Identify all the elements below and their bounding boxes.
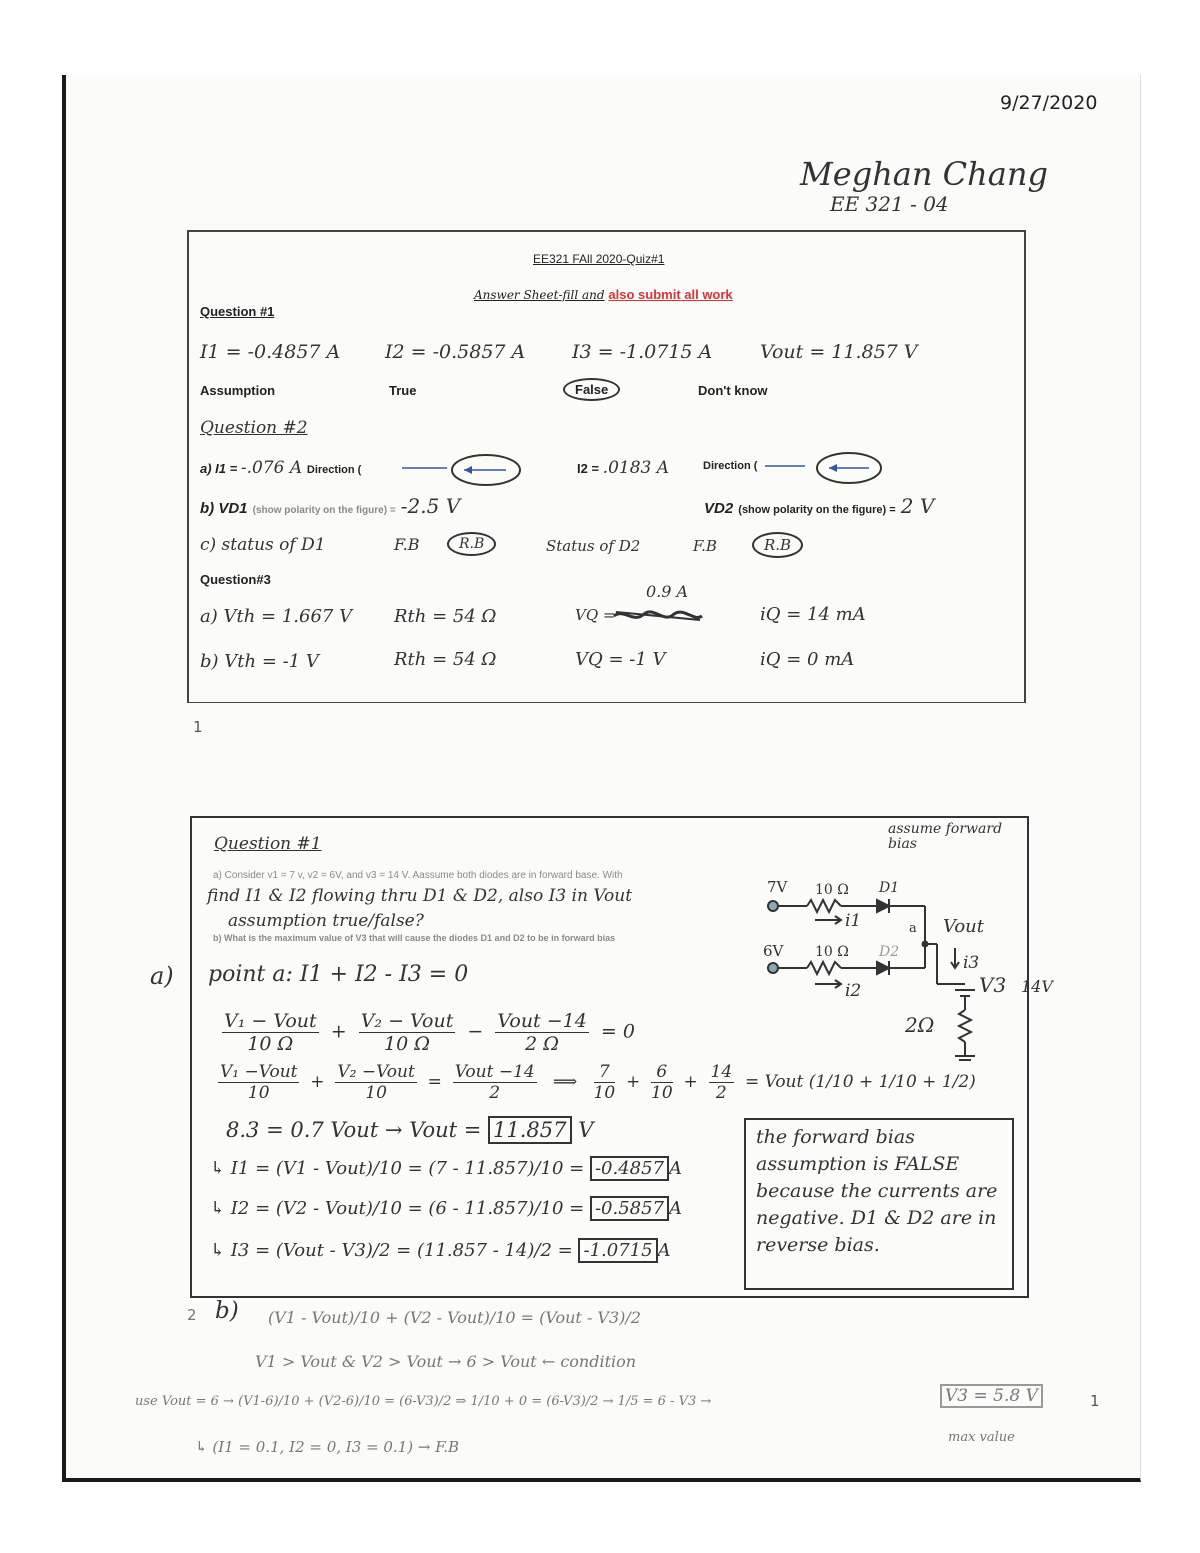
part-b-currents: ↳ (I1 = 0.1, I2 = 0, I3 = 0.1) → F.B — [195, 1438, 460, 1456]
q2a-i2: I2 = .0183 A — [577, 458, 670, 478]
q3b-vq: VQ = -1 V — [575, 649, 666, 670]
part-b-condition: V1 > Vout & V2 > Vout → 6 > Vout ← condition — [255, 1352, 637, 1371]
v1-terminal — [768, 901, 778, 911]
problem-handwritten-1: find I1 & I2 flowing thru D1 & D2, also I3 in Vout — [207, 886, 633, 906]
i1-calc: ↳ I1 = (V1 - Vout)/10 = (7 - 11.857)/10 = -0.4857 A — [210, 1158, 683, 1179]
q2b-vd1: b) VD1 (show polarity on the figure) = -2.5 V — [200, 494, 461, 518]
part-b-label: b) — [215, 1298, 239, 1324]
answer-sheet-subtitle: Answer Sheet-fill and also submit all work — [474, 287, 733, 302]
q2c-status-d2-label: Status of D2 — [546, 537, 641, 555]
node-equation-1: $\frac{\text{V₁ − Vout}}{10 \Omega}$ + $\frac{\text{V₂ − Vout}}{10 \Omega}$ − $\frac{\text{Vout −14}}{2 \Omega}$ = 0 — [224, 1010, 635, 1055]
q3a-iq: iQ = 14 mA — [760, 604, 866, 625]
q1-heading: Question #1 — [200, 304, 275, 319]
label-node-a: a — [909, 921, 917, 936]
label-r1: 10 Ω — [815, 882, 849, 898]
problem-line-1: a) Consider v1 = 7 v, v2 = 6V, and v3 = 14 V. Aassume both diodes are in forward base. With — [213, 870, 623, 881]
q1-vout: Vout = 11.857 V — [760, 341, 918, 363]
v2-terminal — [768, 963, 778, 973]
i2-calc: ↳ I2 = (V2 - Vout)/10 = (6 - 11.857)/10 = -0.5857 A — [210, 1198, 683, 1219]
course-section: EE 321 - 04 — [830, 192, 949, 216]
vout-solve: 8.3 = 0.7 Vout → Vout = 11.857 V — [226, 1118, 594, 1142]
q2c-d1-fb: F.B — [394, 535, 420, 554]
point-a-equation: point a: I1 + I2 - I3 = 0 — [208, 962, 469, 987]
option-dont-know: Don't know — [698, 383, 768, 398]
part-b-equation: (V1 - Vout)/10 + (V2 - Vout)/10 = (Vout - V3)/2 — [268, 1308, 641, 1327]
q1-i1: I1 = -0.4857 A — [200, 341, 341, 363]
label-i3: i3 — [963, 953, 980, 973]
scribbled-out-answer — [612, 604, 704, 626]
q3-heading: Question#3 — [200, 572, 271, 587]
circuit-diagram — [745, 872, 1065, 1082]
q1-i2: I2 = -0.5857 A — [385, 341, 526, 363]
i1-result: -0.4857 — [590, 1156, 669, 1181]
label-v3: V3 — [979, 973, 1007, 997]
q2b-vd2: VD2 (show polarity on the figure) = 2 V — [704, 494, 935, 518]
left-arrow-head-icon — [464, 466, 472, 474]
label-vout: Vout — [943, 916, 985, 937]
q2c-d2-rb-circled: R.B — [752, 532, 803, 558]
label-i2: i2 — [845, 981, 862, 1001]
q3b-rth: Rth = 54 Ω — [394, 649, 497, 670]
q3a-vth: a) Vth = 1.667 V — [200, 606, 353, 627]
part-b-use: use Vout = 6 → (V1-6)/10 + (V2-6)/10 = (6-V3)/2 ⇒ 1/10 + 0 = (6-V3)/2 → 1/5 = 6 - V3 → — [135, 1394, 712, 1409]
resistor-r2 — [807, 962, 841, 974]
page-number-right: 1 — [1090, 1392, 1100, 1410]
q2-heading: Question #2 — [200, 418, 308, 438]
conclusion-text: the forward bias assumption is FALSE because the currents are negative. D1 & D2 are in reverse bias. — [756, 1126, 998, 1256]
diode-d1 — [877, 900, 889, 912]
student-name: Meghan Chang — [800, 155, 1048, 193]
i3-calc: ↳ I3 = (Vout - V3)/2 = (11.857 - 14)/2 = -1.0715 A — [210, 1240, 671, 1261]
label-d2: D2 — [879, 944, 900, 960]
part-b-result: V3 = 5.8 V — [940, 1384, 1043, 1408]
q1-i3: I3 = -1.0715 A — [572, 341, 713, 363]
option-true: True — [389, 383, 417, 398]
label-v2: 6V — [763, 942, 784, 960]
vout-result: 11.857 — [488, 1116, 571, 1144]
label-r2: 10 Ω — [815, 944, 849, 960]
q3b-iq: iQ = 0 mA — [760, 649, 855, 670]
q2a-i1: a) I1 = -.076 A Direction ( — [200, 458, 362, 478]
q3b-vth: b) Vth = -1 V — [200, 651, 319, 672]
problem-line-2: b) What is the maximum value of V3 that will cause the diodes D1 and D2 to be in forward bias — [213, 933, 616, 943]
page-number-2: 2 — [187, 1306, 197, 1324]
label-r3: 2Ω — [905, 1013, 935, 1037]
page-number-1: 1 — [193, 718, 203, 736]
option-false-circled: False — [563, 378, 620, 401]
label-v3-value: 14V — [1021, 977, 1053, 996]
i3-result: -1.0715 — [578, 1238, 657, 1263]
left-arrow-head-icon — [829, 464, 837, 472]
label-i1: i1 — [845, 911, 862, 931]
q2a-direction-arrow-1 — [402, 452, 522, 488]
q3a-vq-label: VQ = — [575, 606, 616, 624]
work-heading: Question #1 — [214, 834, 322, 854]
problem-handwritten-2: assumption true/false? — [228, 911, 424, 931]
date: 9/27/2020 — [1000, 92, 1098, 114]
label-v1: 7V — [767, 878, 788, 896]
label-d1: D1 — [879, 880, 900, 896]
assume-note: assume forward bias — [888, 821, 1003, 852]
i2-result: -0.5857 — [590, 1196, 669, 1221]
q2a-direction-arrow-2 — [765, 450, 885, 486]
node-equation-2: $\frac{\text{V₁ −Vout}}{10}$ + $\frac{\text{V₂ −Vout}}{10}$ = $\frac{\text{Vout −14}}{2}$ ⟹ $\frac{7}{10}$ + $\frac{6}{10}$ + $\frac{14}{2}$ = Vout (1/10 + 1/10 + 1/2) — [220, 1062, 976, 1103]
q3a-rth: Rth = 54 Ω — [394, 606, 497, 627]
assumption-label: Assumption — [200, 383, 276, 398]
answer-sheet-title: EE321 FAll 2020-Quiz#1 — [533, 252, 665, 266]
q2c-status-d1-label: c) status of D1 — [200, 535, 326, 555]
part-a-label: a) — [150, 962, 174, 990]
q2a-direction-label-2: Direction ( — [703, 460, 758, 472]
diode-d2 — [877, 962, 889, 974]
resistor-r1 — [807, 900, 841, 912]
resistor-r3 — [959, 1010, 971, 1042]
q2c-d2-fb: F.B — [693, 537, 717, 555]
q3a-vq-value: 0.9 A — [646, 582, 689, 601]
part-b-max-label: max value — [948, 1430, 1015, 1445]
node-a-dot — [922, 941, 929, 948]
q2c-d1-rb-circled: R.B — [447, 532, 496, 556]
